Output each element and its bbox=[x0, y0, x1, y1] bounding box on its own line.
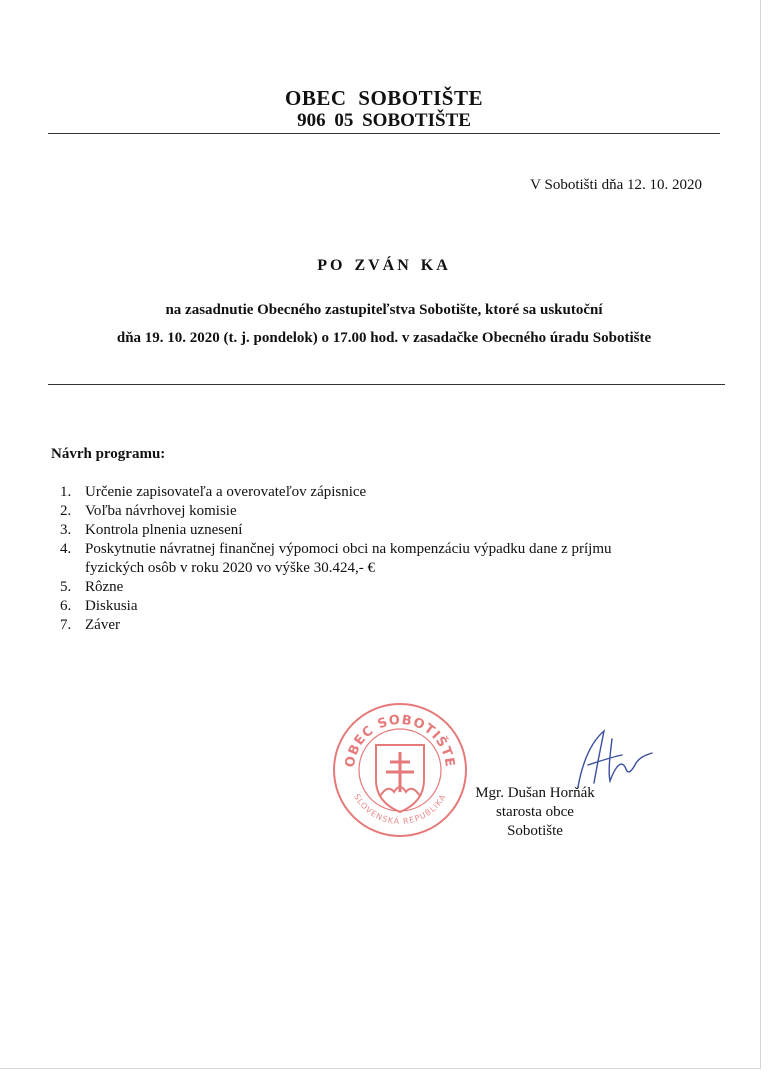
signatory-place: Sobotište bbox=[507, 823, 563, 839]
program-item bbox=[60, 616, 700, 635]
program-item-number: 2. bbox=[60, 503, 72, 519]
header-divider bbox=[48, 133, 720, 134]
program-item bbox=[60, 521, 700, 540]
program-item-number: 4. bbox=[60, 541, 72, 557]
program-item-text-continued: fyzických osôb v roku 2020 vo výške 30.424,- € bbox=[85, 560, 375, 576]
subtitle-line-2: dňa 19. 10. 2020 (t. j. pondelok) o 17.00 hod. v zasadačke Obecného úradu Sobotište bbox=[116, 330, 652, 346]
stamp-text-top: OBEC SOBOTIŠTE bbox=[342, 712, 458, 769]
program-item-text: Poskytnutie návratnej finančnej výpomoci obci na kompenzáciu výpadku dane z príjmu bbox=[85, 541, 612, 557]
program-item bbox=[60, 578, 700, 597]
program-item bbox=[60, 597, 700, 616]
program-item bbox=[60, 483, 700, 502]
program-item-text: Rôzne bbox=[85, 579, 124, 595]
program-item-text: Voľba návrhovej komisie bbox=[85, 503, 237, 519]
svg-text:SLOVENSKÁ REPUBLIKA bbox=[352, 792, 448, 826]
program-item-text: Určenie zapisovateľa a overovateľov zápisnice bbox=[85, 484, 367, 500]
program-item-text: Záver bbox=[85, 617, 120, 633]
signatory-role: starosta obce bbox=[496, 804, 574, 820]
program-item-number: 1. bbox=[60, 484, 72, 500]
signatory-name: Mgr. Dušan Horňák bbox=[475, 785, 595, 801]
program-item-number: 7. bbox=[60, 617, 72, 633]
subtitle-line-1: na zasadnutie Obecného zastupiteľstva Sobotište, ktoré sa uskutoční bbox=[165, 302, 603, 318]
municipality-title: OBEC SOBOTIŠTE bbox=[285, 86, 483, 110]
program-item-text: Diskusia bbox=[85, 598, 138, 614]
program-list bbox=[60, 483, 700, 635]
subtitle-divider bbox=[48, 384, 725, 385]
program-item-number: 3. bbox=[60, 522, 72, 538]
program-item-number: 5. bbox=[60, 579, 72, 595]
program-heading: Návrh programu: bbox=[51, 446, 166, 462]
program-item bbox=[60, 502, 700, 521]
document-title: PO ZVÁN KA bbox=[317, 257, 451, 274]
signatory-block bbox=[465, 784, 605, 841]
stamp-text-bottom: SLOVENSKÁ REPUBLIKA bbox=[352, 792, 448, 827]
official-stamp bbox=[330, 700, 470, 840]
date-line: V Sobotišti dňa 12. 10. 2020 bbox=[530, 177, 702, 193]
program-item bbox=[60, 540, 700, 578]
program-item-number: 6. bbox=[60, 598, 72, 614]
municipality-address: 906 05 SOBOTIŠTE bbox=[297, 110, 471, 131]
program-item-text: Kontrola plnenia uznesení bbox=[85, 522, 243, 538]
